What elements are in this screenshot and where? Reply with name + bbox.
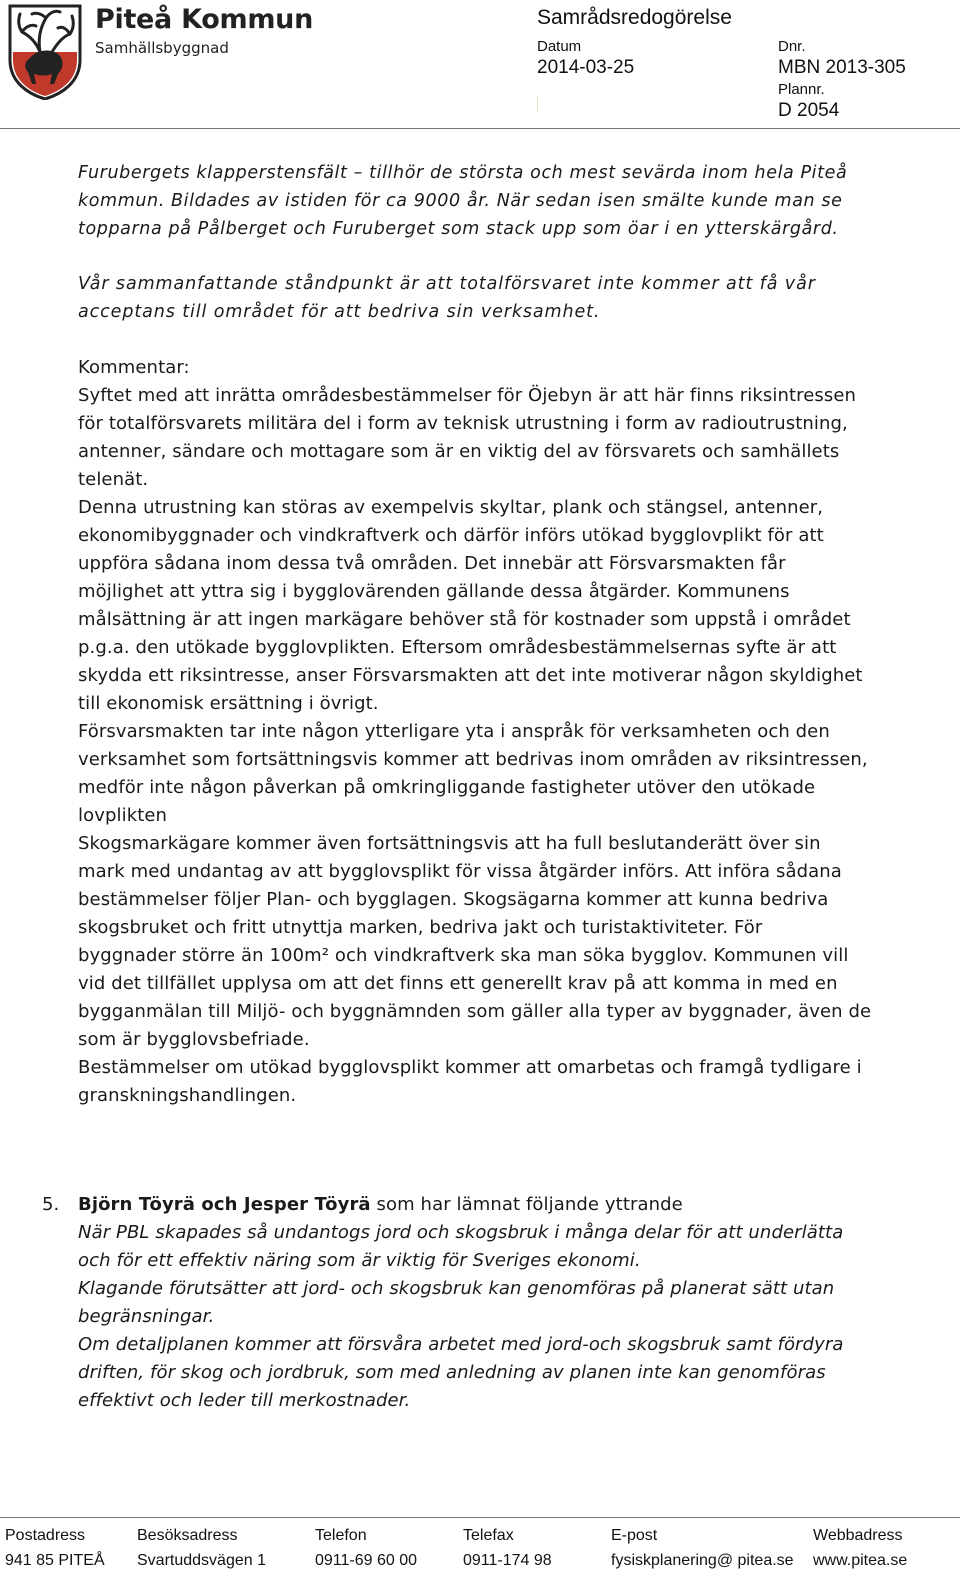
text-line: för totalförsvarets militära del i form av teknisk utrustning i form av radioutrustning,	[78, 413, 848, 434]
text-line: bestämmelser följer Plan- och bygglagen. Skogsägarna kommer att kunna bedriva	[78, 889, 829, 910]
intro-paragraph	[78, 159, 847, 243]
telefon-label: Telefon	[315, 1527, 367, 1544]
organization-name: Piteå Kommun	[95, 4, 313, 35]
text-line: byggnader större än 100m² och vindkraftverk ska man söka bygglov. Kommunen vill	[78, 945, 849, 966]
item-number: 5.	[42, 1194, 60, 1215]
webbadress-value[interactable]: www.pitea.se	[813, 1552, 908, 1569]
dnr-label: Dnr.	[778, 38, 806, 55]
comment-section	[78, 354, 871, 1110]
text-line: antenner, sändare och mottagare som är en viktig del av försvarets och samhällets	[78, 441, 840, 462]
epost-label: E-post	[611, 1527, 658, 1544]
header-divider	[0, 128, 960, 129]
footer-webbadress	[813, 1523, 907, 1573]
footer-divider	[0, 1517, 960, 1518]
comment-heading: Kommentar:	[78, 357, 190, 378]
text-line: uppföra sådana inom dessa två områden. Det innebär att Försvarsmakten får	[78, 553, 786, 574]
text-line: Syftet med att inrätta områdesbestämmelser för Öjebyn är att här finns riksintressen	[78, 385, 857, 406]
header-marker	[537, 96, 538, 112]
text-line: telenät.	[78, 469, 149, 490]
footer-besoksadress	[137, 1523, 266, 1573]
position-paragraph	[78, 270, 816, 326]
webbadress-label: Webbadress	[813, 1527, 903, 1544]
text-line: Om detaljplanen kommer att försvåra arbetet med jord-och skogsbruk samt fördyra	[78, 1334, 844, 1355]
text-line: acceptans till området för att bedriva sin verksamhet.	[78, 302, 601, 322]
text-line: p.g.a. den utökade bygglovplikten. Eftersom områdesbestämmelsernas syfte är att	[78, 637, 837, 658]
text-line: möjlighet att yttra sig i bygglovärenden gällande dessa åtgärder. Kommunens	[78, 581, 790, 602]
text-line: och för ett effektiv näring som är viktig för Sveriges ekonomi.	[78, 1250, 641, 1271]
text-line: Bestämmelser om utökad bygglovsplikt kommer att omarbetas och framgå tydligare i	[78, 1057, 862, 1078]
dnr-value: MBN 2013-305	[778, 57, 906, 78]
text-line: Klagande förutsätter att jord- och skogsbruk kan genomföras på planerat sätt utan	[78, 1278, 835, 1299]
telefax-value: 0911-174 98	[463, 1552, 552, 1569]
text-line: medför inte någon påverkan på omkringliggande fastigheter utöver den utökade	[78, 777, 816, 798]
text-line: till ekonomisk ersättning i övrigt.	[78, 693, 379, 714]
footer-postadress	[5, 1523, 105, 1573]
text-line: mark med undantag av att bygglovsplikt för vissa åtgärder införs. Att införa sådana	[78, 861, 842, 882]
footer-epost	[611, 1523, 794, 1573]
pitea-coat-of-arms-logo	[6, 2, 84, 100]
text-line: ekonomibyggnader och vindkraftverk och därför införs utökad bygglovplikt för att	[78, 525, 824, 546]
datum-value: 2014-03-25	[537, 57, 635, 78]
text-line: granskningshandlingen.	[78, 1085, 297, 1106]
plannr-label: Plannr.	[778, 81, 825, 98]
text-line: kommun. Bildades av istiden för ca 9000 år. När sedan isen smälte kunde man se	[78, 191, 843, 211]
text-line: bygganmälan till Miljö- och byggnämnden som gäller alla typer av byggnader, även de	[78, 1001, 872, 1022]
postadress-label: Postadress	[5, 1527, 86, 1544]
text-line: effektivt och leder till merkostnader.	[78, 1390, 411, 1411]
text-line: Vår sammanfattande ståndpunkt är att totalförsvaret inte kommer att få vår	[78, 274, 816, 294]
text-line: som är bygglovsbefriade.	[78, 1029, 310, 1050]
text-line: lovplikten	[78, 805, 168, 826]
text-line: skydda ett riksintresse, anser Försvarsmakten att det inte motiverar någon skyldighet	[78, 665, 863, 686]
plannr-value: D 2054	[778, 100, 840, 121]
footer-telefon	[315, 1523, 417, 1573]
besoksadress-value: Svartuddsvägen 1	[137, 1552, 266, 1569]
text-line: skogsbruket och fritt utnyttja marken, bedriva jakt och turistaktiviteter. För	[78, 917, 763, 938]
text-line: målsättning är att ingen markägare behöver stå för kostnader som uppstå i området	[78, 609, 851, 630]
text-line: verksamhet som fortsättningsvis kommer att bedrivas inom områden av riksintressen,	[78, 749, 868, 770]
item-5-names: Björn Töyrä och Jesper Töyrä	[78, 1194, 371, 1215]
text-line: begränsningar.	[78, 1306, 215, 1327]
text-line: När PBL skapades så undantogs jord och skogsbruk i många delar för att underlätta	[78, 1222, 844, 1243]
telefax-label: Telefax	[463, 1527, 514, 1544]
datum-label: Datum	[537, 38, 582, 55]
item-5-content	[78, 1191, 843, 1415]
besoksadress-label: Besöksadress	[137, 1527, 238, 1544]
text-line: vid det tillfället upplysa om att det finns ett generellt krav på att komma in med en	[78, 973, 838, 994]
organization-block	[95, 4, 313, 57]
organization-unit: Samhällsbyggnad	[95, 39, 229, 57]
document-title: Samrådsredogörelse	[537, 6, 732, 29]
text-line: Furubergets klapperstensfält – tillhör de största och mest sevärda inom hela Piteå	[78, 163, 848, 183]
page-header	[0, 0, 960, 130]
item-5	[42, 1191, 59, 1219]
telefon-value: 0911-69 60 00	[315, 1552, 418, 1569]
text-line: Denna utrustning kan störas av exempelvis skyltar, plank och stängsel, antenner,	[78, 497, 824, 518]
postadress-value: 941 85 PITEÅ	[5, 1552, 105, 1569]
text-line: topparna på Pålberget och Furuberget som stack upp som öar i en ytterskärgård.	[78, 219, 839, 239]
item-5-heading	[78, 1191, 843, 1219]
text-line: Skogsmarkägare kommer även fortsättningsvis att ha full beslutanderätt över sin	[78, 833, 821, 854]
text-line: Försvarsmakten tar inte någon ytterligare yta i anspråk för verksamheten och den	[78, 721, 830, 742]
epost-value[interactable]: fysiskplanering@ pitea.se	[611, 1552, 794, 1569]
text-line: driften, för skog och jordbruk, som med anledning av planen inte kan genomföras	[78, 1362, 826, 1383]
item-5-heading-rest: som har lämnat följande yttrande	[370, 1194, 683, 1215]
footer-telefax	[463, 1523, 552, 1573]
